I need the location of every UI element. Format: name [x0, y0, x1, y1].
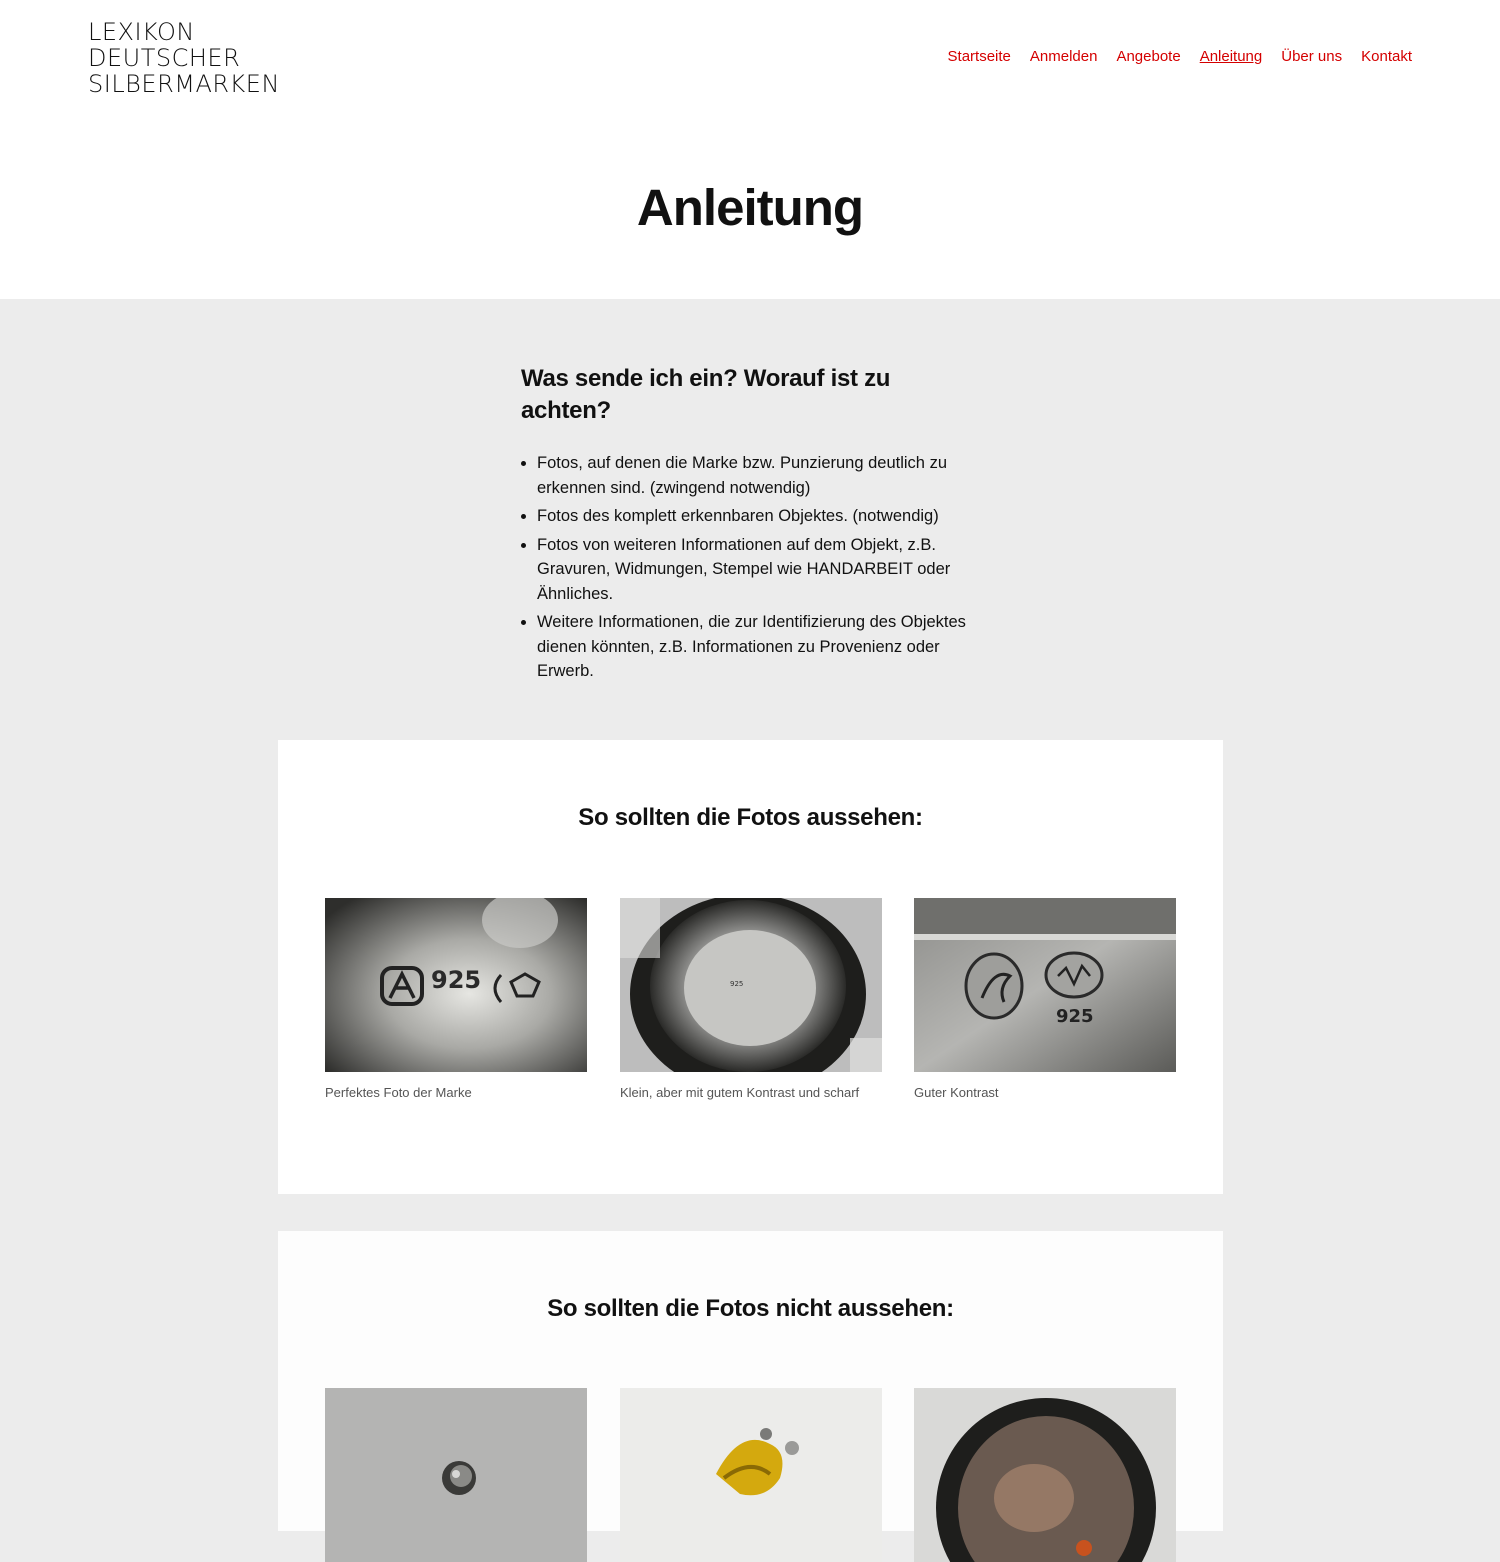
photo-good-contrast[interactable]	[914, 898, 1176, 1072]
site-logo[interactable]	[88, 19, 280, 97]
photo-perfect-mark[interactable]	[325, 898, 587, 1072]
list-item: • Fotos von weiteren Informationen auf dem Objekt, z.B. Gravuren, Widmungen, Stempel wie HANDARBEIT oder Ähnliches.	[537, 533, 981, 607]
bad-photos-card	[278, 1231, 1223, 1531]
intro-section	[521, 363, 981, 688]
nav-item-ueber-uns[interactable]: Über uns	[1281, 48, 1343, 65]
main-nav	[948, 48, 1412, 66]
photo-caption: Perfektes Foto der Marke	[325, 1085, 472, 1100]
nav-item-angebote[interactable]: Angebote	[1116, 48, 1181, 65]
list-item: • Weitere Informationen, die zur Identifizierung des Objektes dienen könnten, z.B. Informationen zu Provenienz oder Erwerb.	[537, 610, 981, 684]
bad-photos-heading: So sollten die Fotos nicht aussehen:	[547, 1295, 954, 1322]
nav-item-anleitung[interactable]: Anleitung	[1199, 48, 1263, 65]
logo-line-1: LEXIKON	[88, 18, 195, 46]
mark-925-text: 925	[1056, 1006, 1094, 1027]
photo-bad-blurry[interactable]	[914, 1388, 1176, 1562]
photo-caption: Guter Kontrast	[914, 1085, 999, 1100]
page-title: Anleitung	[636, 179, 864, 236]
nav-item-startseite[interactable]: Startseite	[947, 48, 1011, 65]
site-header	[0, 0, 1500, 299]
good-photos-heading: So sollten die Fotos aussehen:	[578, 804, 923, 831]
mark-925-text: 925	[431, 966, 482, 994]
photo-bad-whole-object[interactable]	[620, 1388, 882, 1562]
list-item: • Fotos des komplett erkennbaren Objektes. (notwendig)	[537, 504, 981, 529]
list-item: • Fotos, auf denen die Marke bzw. Punzierung deutlich zu erkennen sind. (zwingend notwendig)	[537, 451, 981, 500]
intro-list	[521, 451, 981, 684]
logo-line-3: SILBERMARKEN	[88, 70, 280, 98]
photo-caption: Klein, aber mit gutem Kontrast und scharf	[620, 1085, 860, 1100]
intro-heading: Was sende ich ein? Worauf ist zu achten?	[521, 365, 891, 424]
mark-925-text: 925	[730, 980, 744, 988]
nav-item-kontakt[interactable]: Kontakt	[1361, 48, 1412, 65]
good-photos-card	[278, 740, 1223, 1194]
photo-bad-too-far[interactable]	[325, 1388, 587, 1562]
nav-item-anmelden[interactable]: Anmelden	[1029, 48, 1098, 65]
logo-line-2: DEUTSCHER	[88, 44, 241, 72]
photo-small-sharp[interactable]	[620, 898, 882, 1072]
